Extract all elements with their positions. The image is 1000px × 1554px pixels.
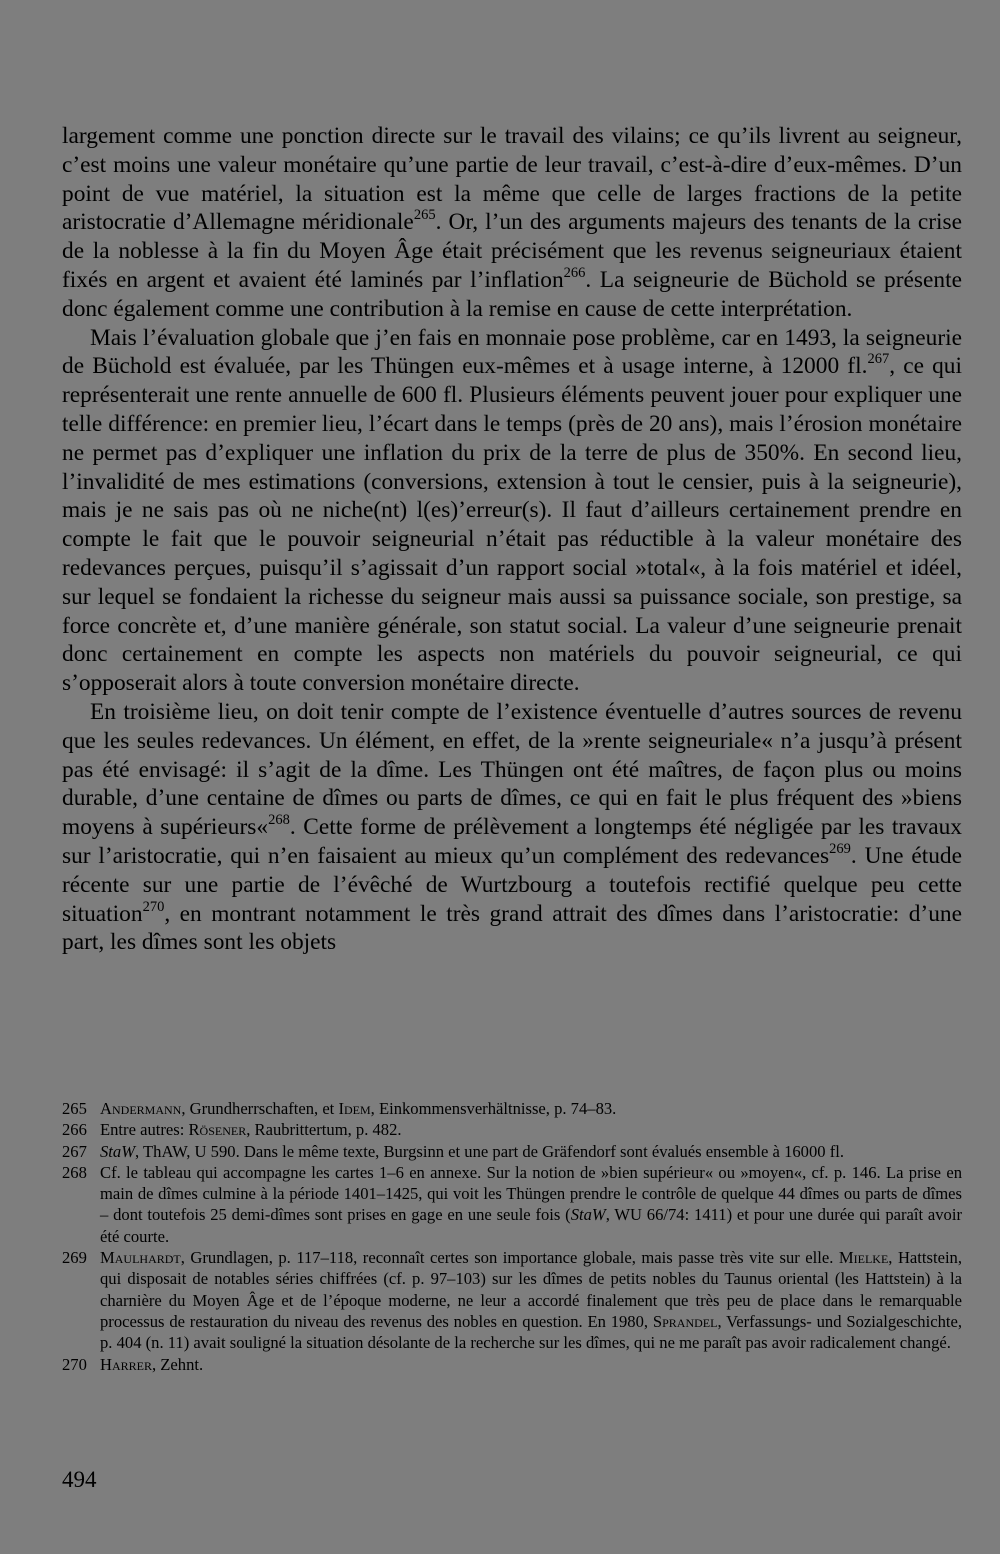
text-run: , ce qui représenterait une rente annuelle de 600 fl. Plusieurs éléments peuvent jouer pour expliquer une telle différence: en premier lieu, l’écart dans le temps (près de 20 ans), mais l’érosion monétaire ne permet pas d’expliquer une inflation du prix de la terre de plus de 350%. En second lieu, l’invalidité de mes estimations (conversions, extension à tout le censier, puis à la seigneurie), mais je ne sais pas où ne niche(nt) l(es)’erreur(s). Il faut d’ailleurs certainement prendre en compte le fait que le pouvoir seigneurial n’était pas réductible à la valeur monétaire des redevances perçues, puisqu’il s’agissait d’un rapport social »total«, à la fois matériel et idéel, sur lequel se fondaient la richesse du seigneur mais aussi sa puissance sociale, son prestige, sa force concrète et, d’une manière générale, son statut social. La valeur d’une seigneurie prenait donc certainement en compte les aspects non matériels du pouvoir seigneurial, ce qui s’opposerait alors à toute conversion monétaire directe. — [62, 353, 962, 697]
footnote-270 — [62, 1354, 962, 1375]
footnote-266 — [62, 1119, 962, 1140]
footnote-number: 266 — [62, 1120, 87, 1140]
footnote-number: 267 — [62, 1141, 87, 1161]
author-name: Maulhardt — [100, 1248, 181, 1268]
text-run: . La seigneurie de Büchold se présente donc également comme une contribution à la remise en cause de cette interprétation. — [62, 266, 962, 322]
text-run: Cf. le tableau qui accompagne les cartes 1–6 en annexe. Sur la notion de »bien supérieur« ou »moyen«, cf. p. 146. La prise en main de dîmes culmine à la période 1401–1425, qui voit les Thüngen prendre le contrôle de quelque 44 dîmes ou parts de dîmes – dont toutefois 25 demi-dîmes sont prises en gage en une seule fois ( — [100, 1162, 962, 1225]
author-name: Sprandel — [652, 1311, 718, 1331]
footnote-ref-269[interactable]: 269 — [829, 840, 851, 857]
author-name: Idem — [338, 1099, 371, 1118]
author-name: Rösener — [188, 1120, 247, 1140]
paragraph-1 — [62, 122, 962, 324]
page-number: 494 — [62, 1467, 97, 1492]
footnote-265 — [62, 1098, 962, 1119]
text-run: , Grundlagen, p. 117–118, reconnaît certes son importance globale, mais passe très vite sur elle. — [180, 1248, 839, 1268]
archive-abbrev: StaW — [100, 1141, 136, 1161]
footnote-268 — [62, 1162, 962, 1247]
text-run: Entre autres: — [100, 1120, 189, 1140]
footnote-ref-268[interactable]: 268 — [268, 811, 290, 828]
author-name: Andermann — [100, 1099, 182, 1118]
footnote-number: 265 — [62, 1099, 87, 1118]
footnote-267 — [62, 1141, 962, 1162]
text-run: , Hattstein, qui disposait de notables séries chiffrées (cf. p. 97–103) sur les dîmes de petits nobles du Taunus oriental (les Hattstein) à la charnière du Moyen Âge et de l’époque moderne, ne leur a accordé finalement que très peu de place dans le remarquable processus de restauration du niveau des revenus des nobles en question. En 1980, — [100, 1248, 962, 1331]
footnote-ref-265[interactable]: 265 — [413, 207, 436, 224]
author-name: Mielke — [838, 1248, 889, 1268]
text-run: Mais l’évaluation globale que j’en fais en monnaie pose problème, car en 1493, la seigneurie de Büchold est évaluée, par les Thüngen eux-mêmes et à usage interne, à 12000 fl. — [62, 324, 962, 380]
footnote-ref-270[interactable]: 270 — [142, 898, 165, 915]
footnote-ref-266[interactable]: 266 — [563, 264, 586, 281]
text-run: , Zehnt. — [152, 1354, 204, 1374]
text-run: . Or, l’un des arguments majeurs des tenants de la crise de la noblesse à la fin du Moyen Âge était précisément que les revenus seigneuriaux étaient fixés en argent et avaient été laminés par l’inflation — [62, 209, 962, 293]
paragraph-3 — [62, 698, 962, 957]
footnote-ref-267[interactable]: 267 — [867, 351, 890, 368]
text-run: , Verfassungs- und Sozialgeschichte, p. 404 (n. 11) avait souligné la situation désolante de la recherche sur les dîmes, qui ne me paraît pas avoir radicalement changé. — [100, 1311, 962, 1353]
main-text — [62, 122, 962, 957]
text-run: En troisième lieu, on doit tenir compte de l’existence éventuelle d’autres sources de revenu que les seules redevances. Un élément, en effet, de la »rente seigneuriale« n’a jusqu’à présent pas été envisagé: il s’agit de la dîme. Les Thüngen ont été maîtres, de façon plus ou moins durable, d’une centaine de dîmes ou parts de dîmes, ce qui en fait le plus fréquent des »biens moyens à supérieurs« — [62, 698, 962, 841]
text-run: , WU 66/74: 1411) et pour une durée qui paraît avoir été courte. — [100, 1205, 962, 1246]
text-run: , Einkommensverhältnisse, p. 74–83. — [370, 1099, 617, 1118]
text-run: , ThAW, U 590. Dans le même texte, Burgsinn et une part de Gräfendorf sont évalués ensemble à 16000 fl. — [135, 1141, 844, 1161]
footnotes — [62, 1098, 962, 1375]
text-run: , Grundherrschaften, et — [181, 1099, 339, 1118]
paragraph-2 — [62, 324, 962, 698]
text-run: largement comme une ponction directe sur le travail des vilains; ce qu’ils livrent au seigneur, c’est moins une valeur monétaire qu’une partie de leur travail, c’est-à-dire d’eux-mêmes. D’un point de vue matériel, la situation est la même que celle de larges fractions de la petite aristocratie d’Allemagne méridionale — [62, 123, 962, 236]
footnote-number: 268 — [62, 1162, 87, 1182]
footnote-number: 270 — [62, 1354, 87, 1374]
footnote-269 — [62, 1247, 962, 1353]
text-run: . Cette forme de prélèvement a longtemps été négligée par les travaux sur l’aristocratie, qui n’en faisaient au mieux qu’un complément des redevances — [62, 814, 963, 869]
text-run: . Une étude récente sur une partie de l’évêché de Wurtzbourg a toutefois rectifié quelque peu cette situation — [62, 842, 963, 927]
footnote-number: 269 — [62, 1248, 87, 1268]
author-name: Harrer — [100, 1354, 152, 1374]
archive-abbrev: StaW — [570, 1205, 606, 1225]
text-run: , Raubrittertum, p. 482. — [246, 1120, 402, 1140]
text-run: , en montrant notamment le très grand attrait des dîmes dans l’aristocratie: d’une part, les dîmes sont les objets — [62, 900, 962, 956]
